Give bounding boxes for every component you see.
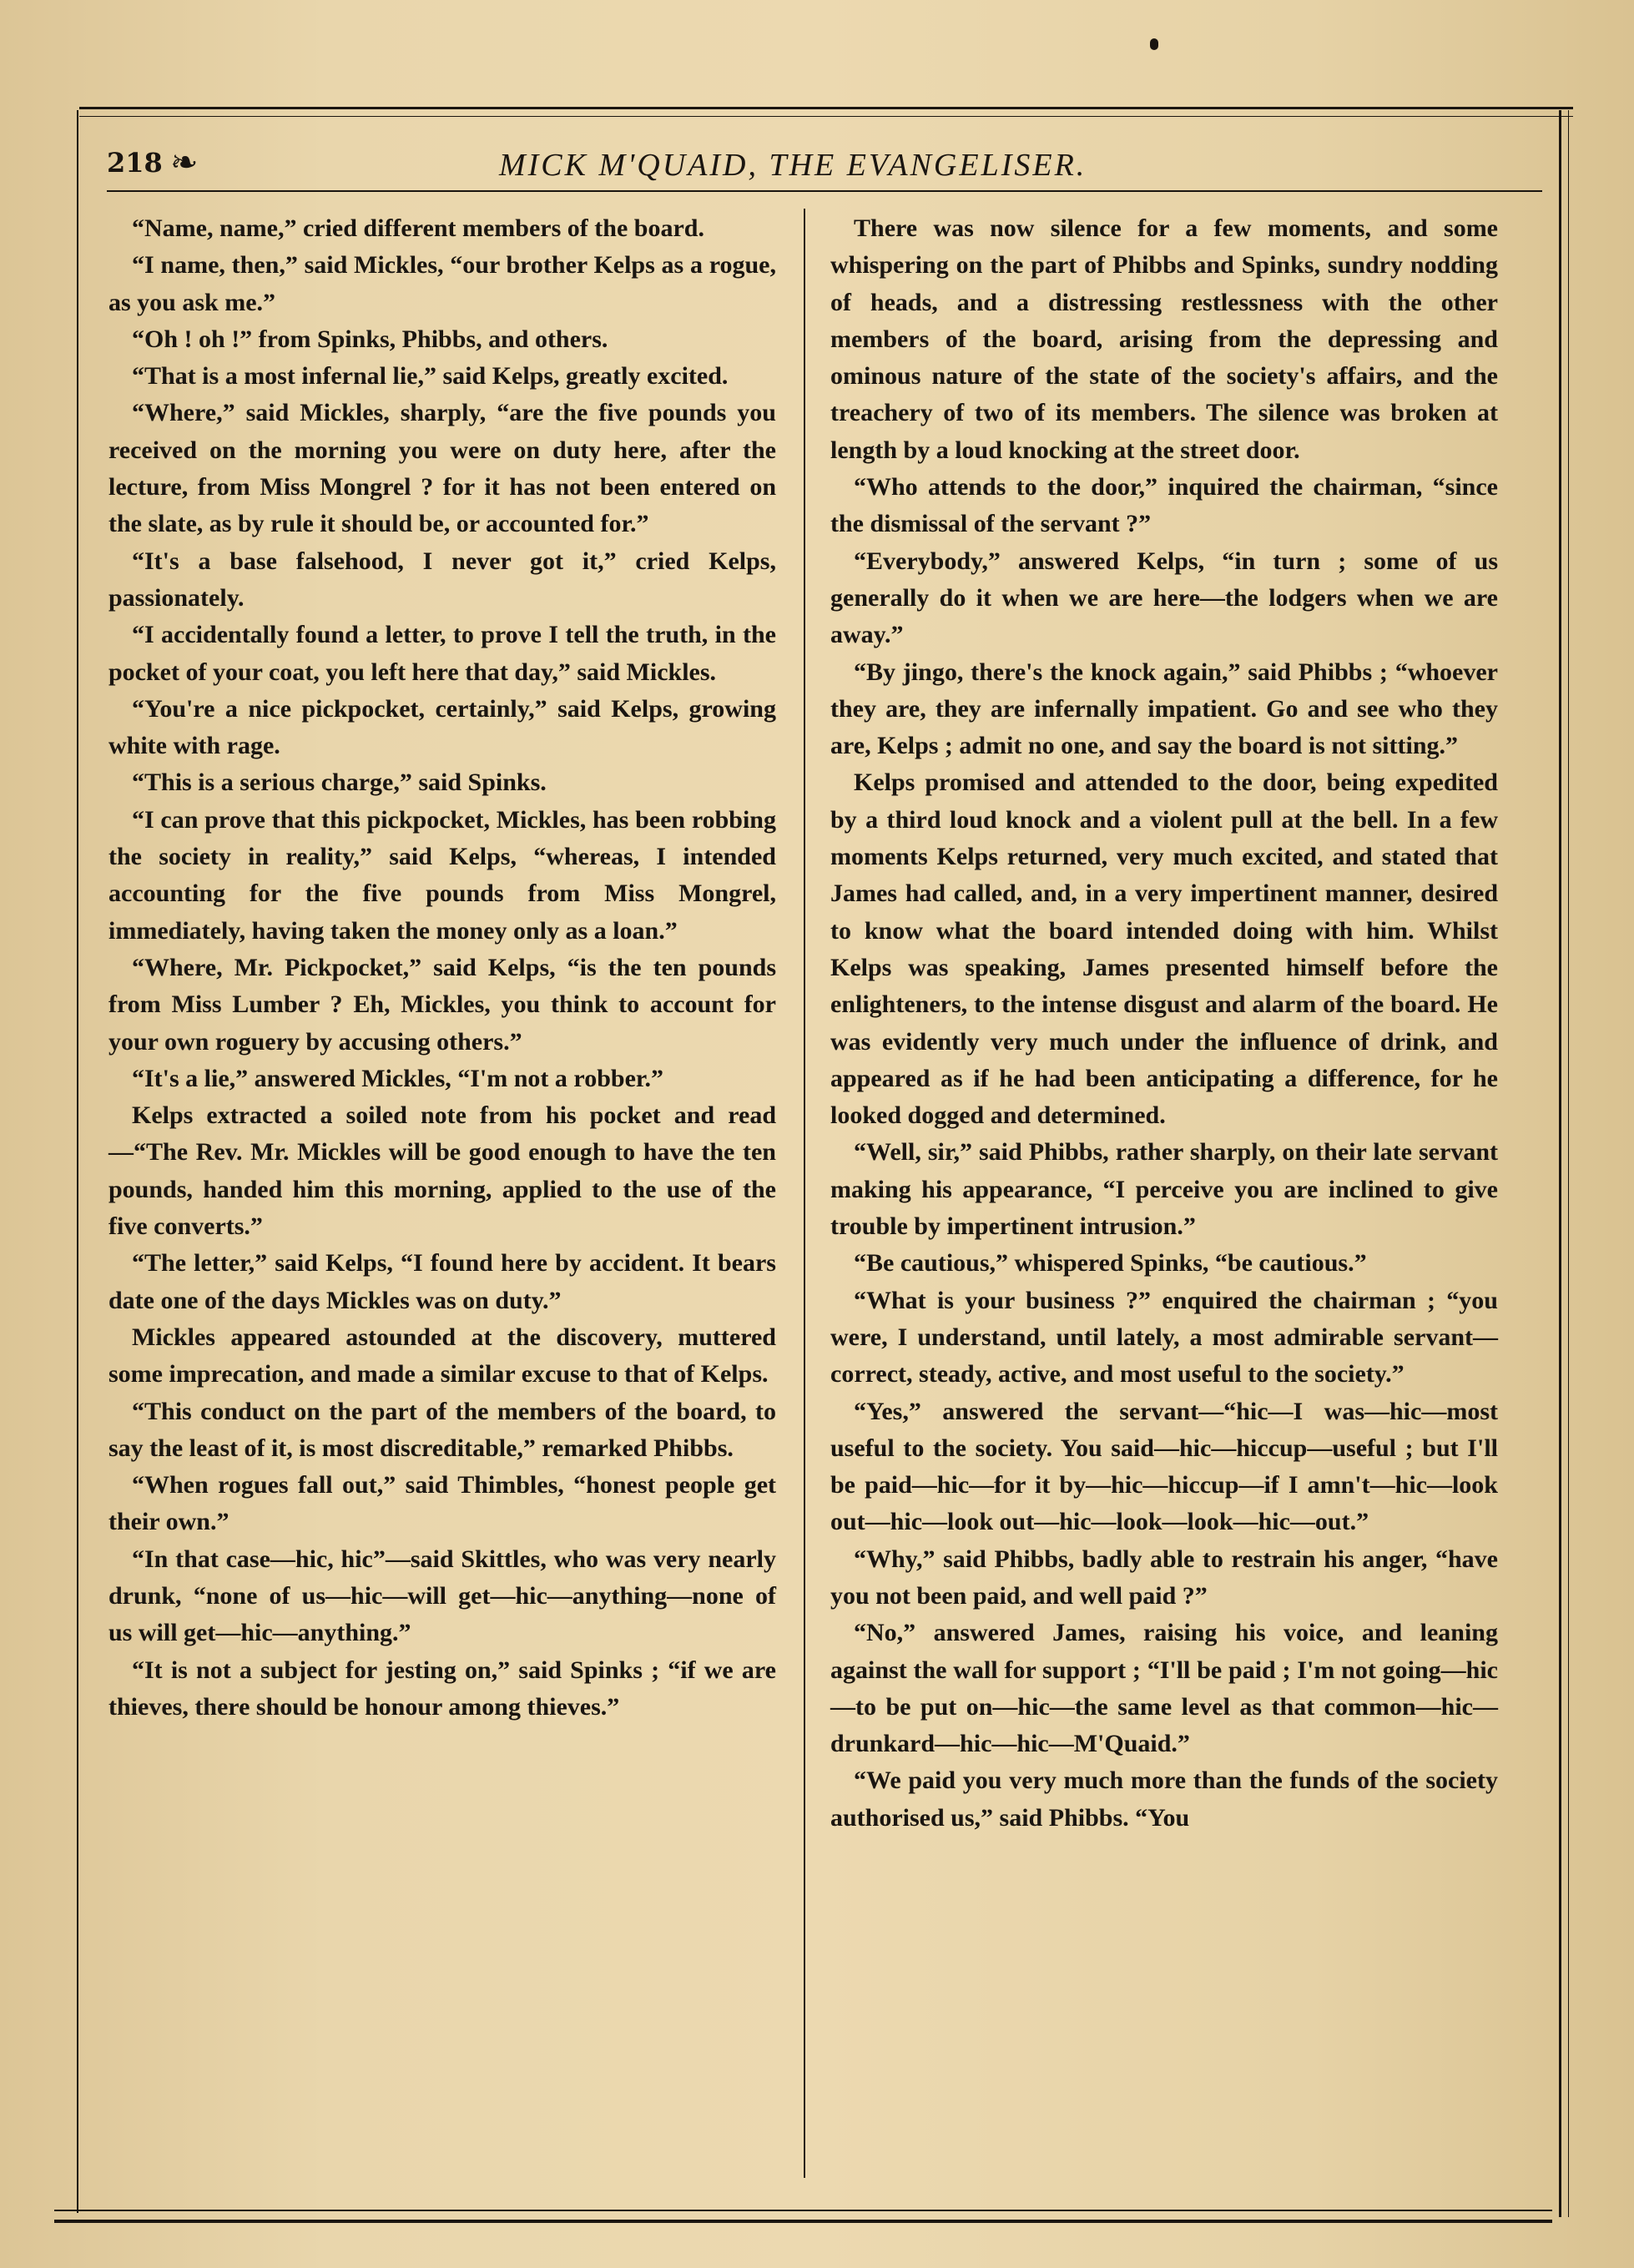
paragraph: “When rogues fall out,” said Thimbles, “honest people get their own.”: [108, 1471, 776, 1536]
top-border-rule: [79, 107, 1573, 117]
paragraph: “I accidentally found a letter, to prove I tell the truth, in the pocket of your coat, you left here that day,” said Mickles.: [108, 621, 776, 686]
paragraph: “Well, sir,” said Phibbs, rather sharply, on their late servant making his appearance, “I perceive you are inclined to give trouble by impertinent intrusion.”: [830, 1138, 1498, 1241]
column-divider: [804, 209, 805, 2178]
paragraph: “Everybody,” answered Kelps, “in turn ; some of us generally do it when we are here—the lodgers when we are away.”: [830, 547, 1498, 649]
paragraph: “Be cautious,” whispered Spinks, “be cautious.”: [854, 1249, 1367, 1278]
paragraph: Kelps promised and attended to the door, being expedited by a third loud knock and a violent pull at the bell. In a few moments Kelps returned, very much excited, and stated that James had called, and, in a very impertinent manner, desired to know what the board intended doing with him. Whilst Kelps was speaking, James presented himself before the enlighteners, to the intense disgust and alarm of the board. He was evidently very much under the influence of drink, and appeared as if he had been anticipating a difference, for he looked dogged and determined.: [830, 769, 1498, 1130]
paragraph: “Where,” said Mickles, sharply, “are the five pounds you received on the morning you were on duty here, after the lecture, from Miss Mongrel ? for it has not been entered on the slate, as by rule it should be, or accounted for.”: [108, 399, 776, 538]
paragraph: “In that case—hic, hic”—said Skittles, who was very nearly drunk, “none of us—hic—will get—hic—anything—none of us will get—hic—anything.”: [108, 1545, 776, 1647]
ink-smudge: [1150, 38, 1158, 50]
paragraph: “It is not a subject for jesting on,” said Spinks ; “if we are thieves, there should be honour among thieves.”: [108, 1656, 776, 1721]
running-title: MICK M'QUAID, THE EVANGELISER.: [499, 148, 1087, 183]
paragraph: “It's a lie,” answered Mickles, “I'm not a robber.”: [132, 1064, 663, 1092]
paragraph: “Why,” said Phibbs, badly able to restrain his anger, “have you not been paid, and well paid ?”: [830, 1545, 1498, 1610]
left-frame-rule: [77, 110, 78, 2213]
paragraph: “No,” answered James, raising his voice, and leaning against the wall for support ; “I'll be paid ; I'm not going—hic—to be put on—hic—the same level as that common—hic—drunkard—hic—hic—M'Quaid.”: [830, 1619, 1498, 1758]
paragraph: There was now silence for a few moments, and some whispering on the part of Phibbs and Spinks, sundry nodding of heads, and a distressing restlessness with the other members of the board, arising from the depressing and ominous nature of the state of the society's affairs, and the treachery of two of its members. The silence was broken at length by a loud knocking at the street door.: [830, 214, 1498, 464]
bottom-border-rule: [54, 2210, 1552, 2223]
paragraph: “I can prove that this pickpocket, Mickles, has been robbing the society in reality,” said Kelps, “whereas, I intended accounting for the five pounds from Miss Mongrel, immediately, having taken the money only as a loan.”: [108, 805, 776, 945]
paragraph: “Oh ! oh !” from Spinks, Phibbs, and others.: [132, 325, 608, 353]
left-column: [108, 210, 776, 1726]
header-rule: [107, 190, 1542, 192]
paragraph: “I name, then,” said Mickles, “our brother Kelps as a rogue, as you ask me.”: [108, 251, 776, 316]
paragraph: “Who attends to the door,” inquired the chairman, “since the dismissal of the servant ?”: [830, 473, 1498, 538]
paragraph: “This is a serious charge,” said Spinks.: [132, 769, 547, 797]
right-column: [830, 210, 1498, 1837]
paragraph: “You're a nice pickpocket, certainly,” said Kelps, growing white with rage.: [108, 694, 776, 760]
right-frame-rule: [1559, 110, 1569, 2217]
hand-ornament-icon: ❧: [170, 144, 199, 182]
paragraph: “This conduct on the part of the members of the board, to say the least of it, is most discreditable,” remarked Phibbs.: [108, 1397, 776, 1462]
paragraph: “Where, Mr. Pickpocket,” said Kelps, “is the ten pounds from Miss Lumber ? Eh, Mickles, you think to account for your own roguery by accusing others.”: [108, 953, 776, 1056]
page-number: 218: [107, 147, 163, 179]
paragraph: “We paid you very much more than the funds of the society authorised us,” said Phibbs. “You: [830, 1767, 1498, 1832]
paragraph: “Yes,” answered the servant—“hic—I was—hic—most useful to the society. You said—hic—hiccup—useful ; but I'll be paid—hic—for it by—hic—hiccup—if I amn't—hic—look out—hic—look out—hic—look—look—hic—out.”: [830, 1397, 1498, 1536]
paragraph: “It's a base falsehood, I never got it,” cried Kelps, passionately.: [108, 547, 776, 612]
paragraph: “That is a most infernal lie,” said Kelps, greatly excited.: [132, 362, 729, 391]
paragraph: Mickles appeared astounded at the discovery, muttered some imprecation, and made a similar excuse to that of Kelps.: [108, 1323, 776, 1389]
paragraph: “The letter,” said Kelps, “I found here by accident. It bears date one of the days Mickles was on duty.”: [108, 1249, 776, 1314]
paragraph: “Name, name,” cried different members of the board.: [132, 214, 704, 242]
page-header: [107, 142, 1542, 189]
paragraph: Kelps extracted a soiled note from his pocket and read—“The Rev. Mr. Mickles will be good enough to have the ten pounds, handed him this morning, applied to the use of the five converts.”: [108, 1101, 776, 1241]
paragraph: “By jingo, there's the knock again,” said Phibbs ; “whoever they are, they are infernally impatient. Go and see who they are, Kelps ; admit no one, and say the board is not sitting.”: [830, 658, 1498, 760]
paragraph: “What is your business ?” enquired the chairman ; “you were, I understand, until lately, a most admirable servant—correct, steady, active, and most useful to the society.”: [830, 1286, 1498, 1389]
